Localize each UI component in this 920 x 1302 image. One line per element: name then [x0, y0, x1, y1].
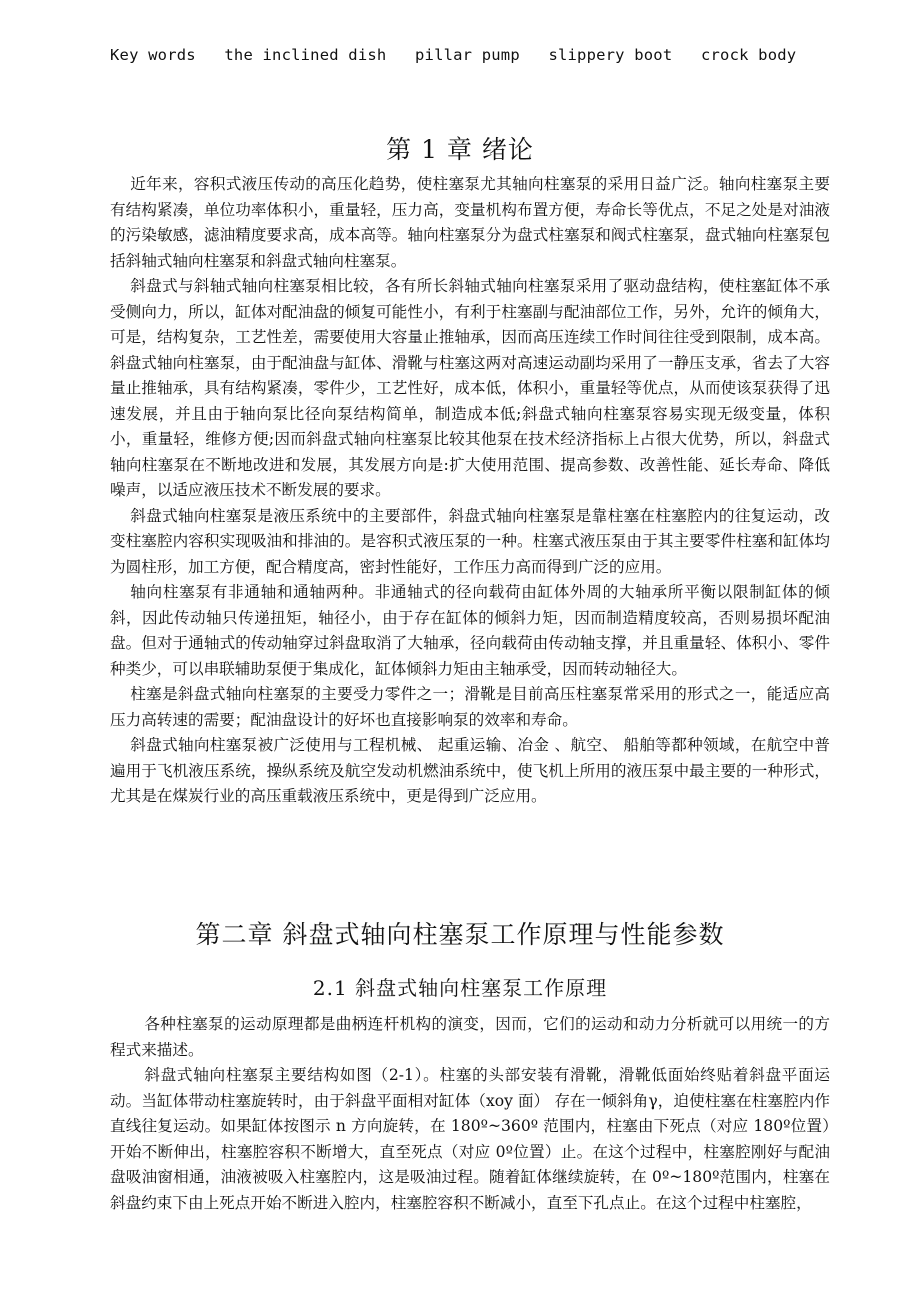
section-2-1-title: 2.1 斜盘式轴向柱塞泵工作原理 [312, 976, 608, 1000]
paragraph: 斜盘式轴向柱塞泵被广泛使用与工程机械、 起重运输、冶金 、航空、 船舶等都种领域，在航空中普遍用于飞机液压系统，操纵系统及航空发动机燃油系统中，使飞机上所用的液压泵中最主要的一种形式，尤其是在煤炭行业的高压重载液压系统中，更是得到广泛应用。 [110, 736, 830, 805]
chapter-1-body [110, 172, 830, 810]
section-2-1-body [110, 1012, 830, 1216]
paragraph: 近年来，容积式液压传动的高压化趋势，使柱塞泵尤其轴向柱塞泵的采用日益广泛。轴向柱塞泵主要有结构紧凑，单位功率体积小，重量轻，压力高，变量机构布置方便，寿命长等优点，不足之处是对油液的污染敏感，滤油精度要求高，成本高等。轴向柱塞泵分为盘式柱塞泵和阀式柱塞泵，盘式轴向柱塞泵包括斜轴式轴向柱塞泵和斜盘式轴向柱塞泵。 [110, 175, 830, 270]
keywords-line: Key words the inclined dish pillar pump slippery boot crock body [110, 46, 797, 64]
paragraph: 斜盘式与斜轴式轴向柱塞泵相比较，各有所长斜轴式轴向柱塞泵采用了驱动盘结构，使柱塞缸体不承受侧向力，所以，缸体对配油盘的倾复可能性小，有利于柱塞副与配油部位工作，另外，允许的倾角大，可是，结构复杂，工艺性差，需要使用大容量止推轴承，因而高压连续工作时间往往受到限制，成本高。斜盘式轴向柱塞泵，由于配油盘与缸体、滑靴与柱塞这两对高速运动副均采用了一静压支承，省去了大容量止推轴承，具有结构紧凑，零件少，工艺性好，成本低，体积小，重量轻等优点，从而使该泵获得了迅速发展，并且由于轴向泵比径向泵结构简单，制造成本低;斜盘式轴向柱塞泵容易实现无级变量，体积小，重量轻，维修方便;因而斜盘式轴向柱塞泵比较其他泵在技术经济指标上占很大优势，所以，斜盘式轴向柱塞泵在不断地改进和发展，其发展方向是:扩大使用范围、提高参数、改善性能、延长寿命、降低噪声，以适应液压技术不断发展的要求。 [110, 277, 830, 499]
paragraph: 斜盘式轴向柱塞泵是液压系统中的主要部件，斜盘式轴向柱塞泵是靠柱塞在柱塞腔内的往复运动，改变柱塞腔内容积实现吸油和排油的。是容积式液压泵的一种。柱塞式液压泵由于其主要零件柱塞和缸体均为圆柱形，加工方便，配合精度高，密封性能好，工作压力高而得到广泛的应用。 [110, 506, 830, 576]
paragraph: 各种柱塞泵的运动原理都是曲柄连杆机构的演变，因而，它们的运动和动力分析就可以用统一的方程式来描述。 [110, 1015, 830, 1059]
chapter-2-title: 第二章 斜盘式轴向柱塞泵工作原理与性能参数 [195, 920, 725, 949]
paragraph: 轴向柱塞泵有非通轴和通轴两种。非通轴式的径向载荷由缸体外周的大轴承所平衡以限制缸体的倾斜，因此传动轴只传递扭矩，轴径小，由于存在缸体的倾斜力矩，因而制造精度较高，否则易损坏配油盘。但对于通轴式的传动轴穿过斜盘取消了大轴承，径向载荷由传动轴支撑，并且重量轻、体积小、零件种类少，可以串联辅助泵便于集成化，缸体倾斜力矩由主轴承受，因而转动轴径大。 [110, 583, 830, 678]
chapter-1-title: 第 1 章 绪论 [386, 135, 534, 164]
paragraph: 柱塞是斜盘式轴向柱塞泵的主要受力零件之一；滑靴是目前高压柱塞泵常采用的形式之一，能适应高压力高转速的需要；配油盘设计的好坏也直接影响泵的效率和寿命。 [110, 685, 830, 729]
paragraph: 斜盘式轴向柱塞泵主要结构如图（2-1）。柱塞的头部安装有滑靴，滑靴低面始终贴着斜盘平面运动。当缸体带动柱塞旋转时，由于斜盘平面相对缸体（xoy 面） 存在一倾斜角γ，迫使柱塞在柱塞腔内作直线往复运动。如果缸体按图示 n 方向旋转，在 180º~360º 范围内，柱塞由下死点（对应 180º位置）开始不断伸出，柱塞腔容积不断增大，直至死点（对应 0º位置）止。在这个过程中，柱塞腔刚好与配油盘吸油窗相通，油液被吸入柱塞腔内，这是吸油过程。随着缸体继续旋转，在 0º~180º范围内，柱塞在斜盘约束下由上死点开始不断进入腔内，柱塞腔容积不断减小，直至下孔点止。在这个过程中柱塞腔， [110, 1066, 830, 1212]
